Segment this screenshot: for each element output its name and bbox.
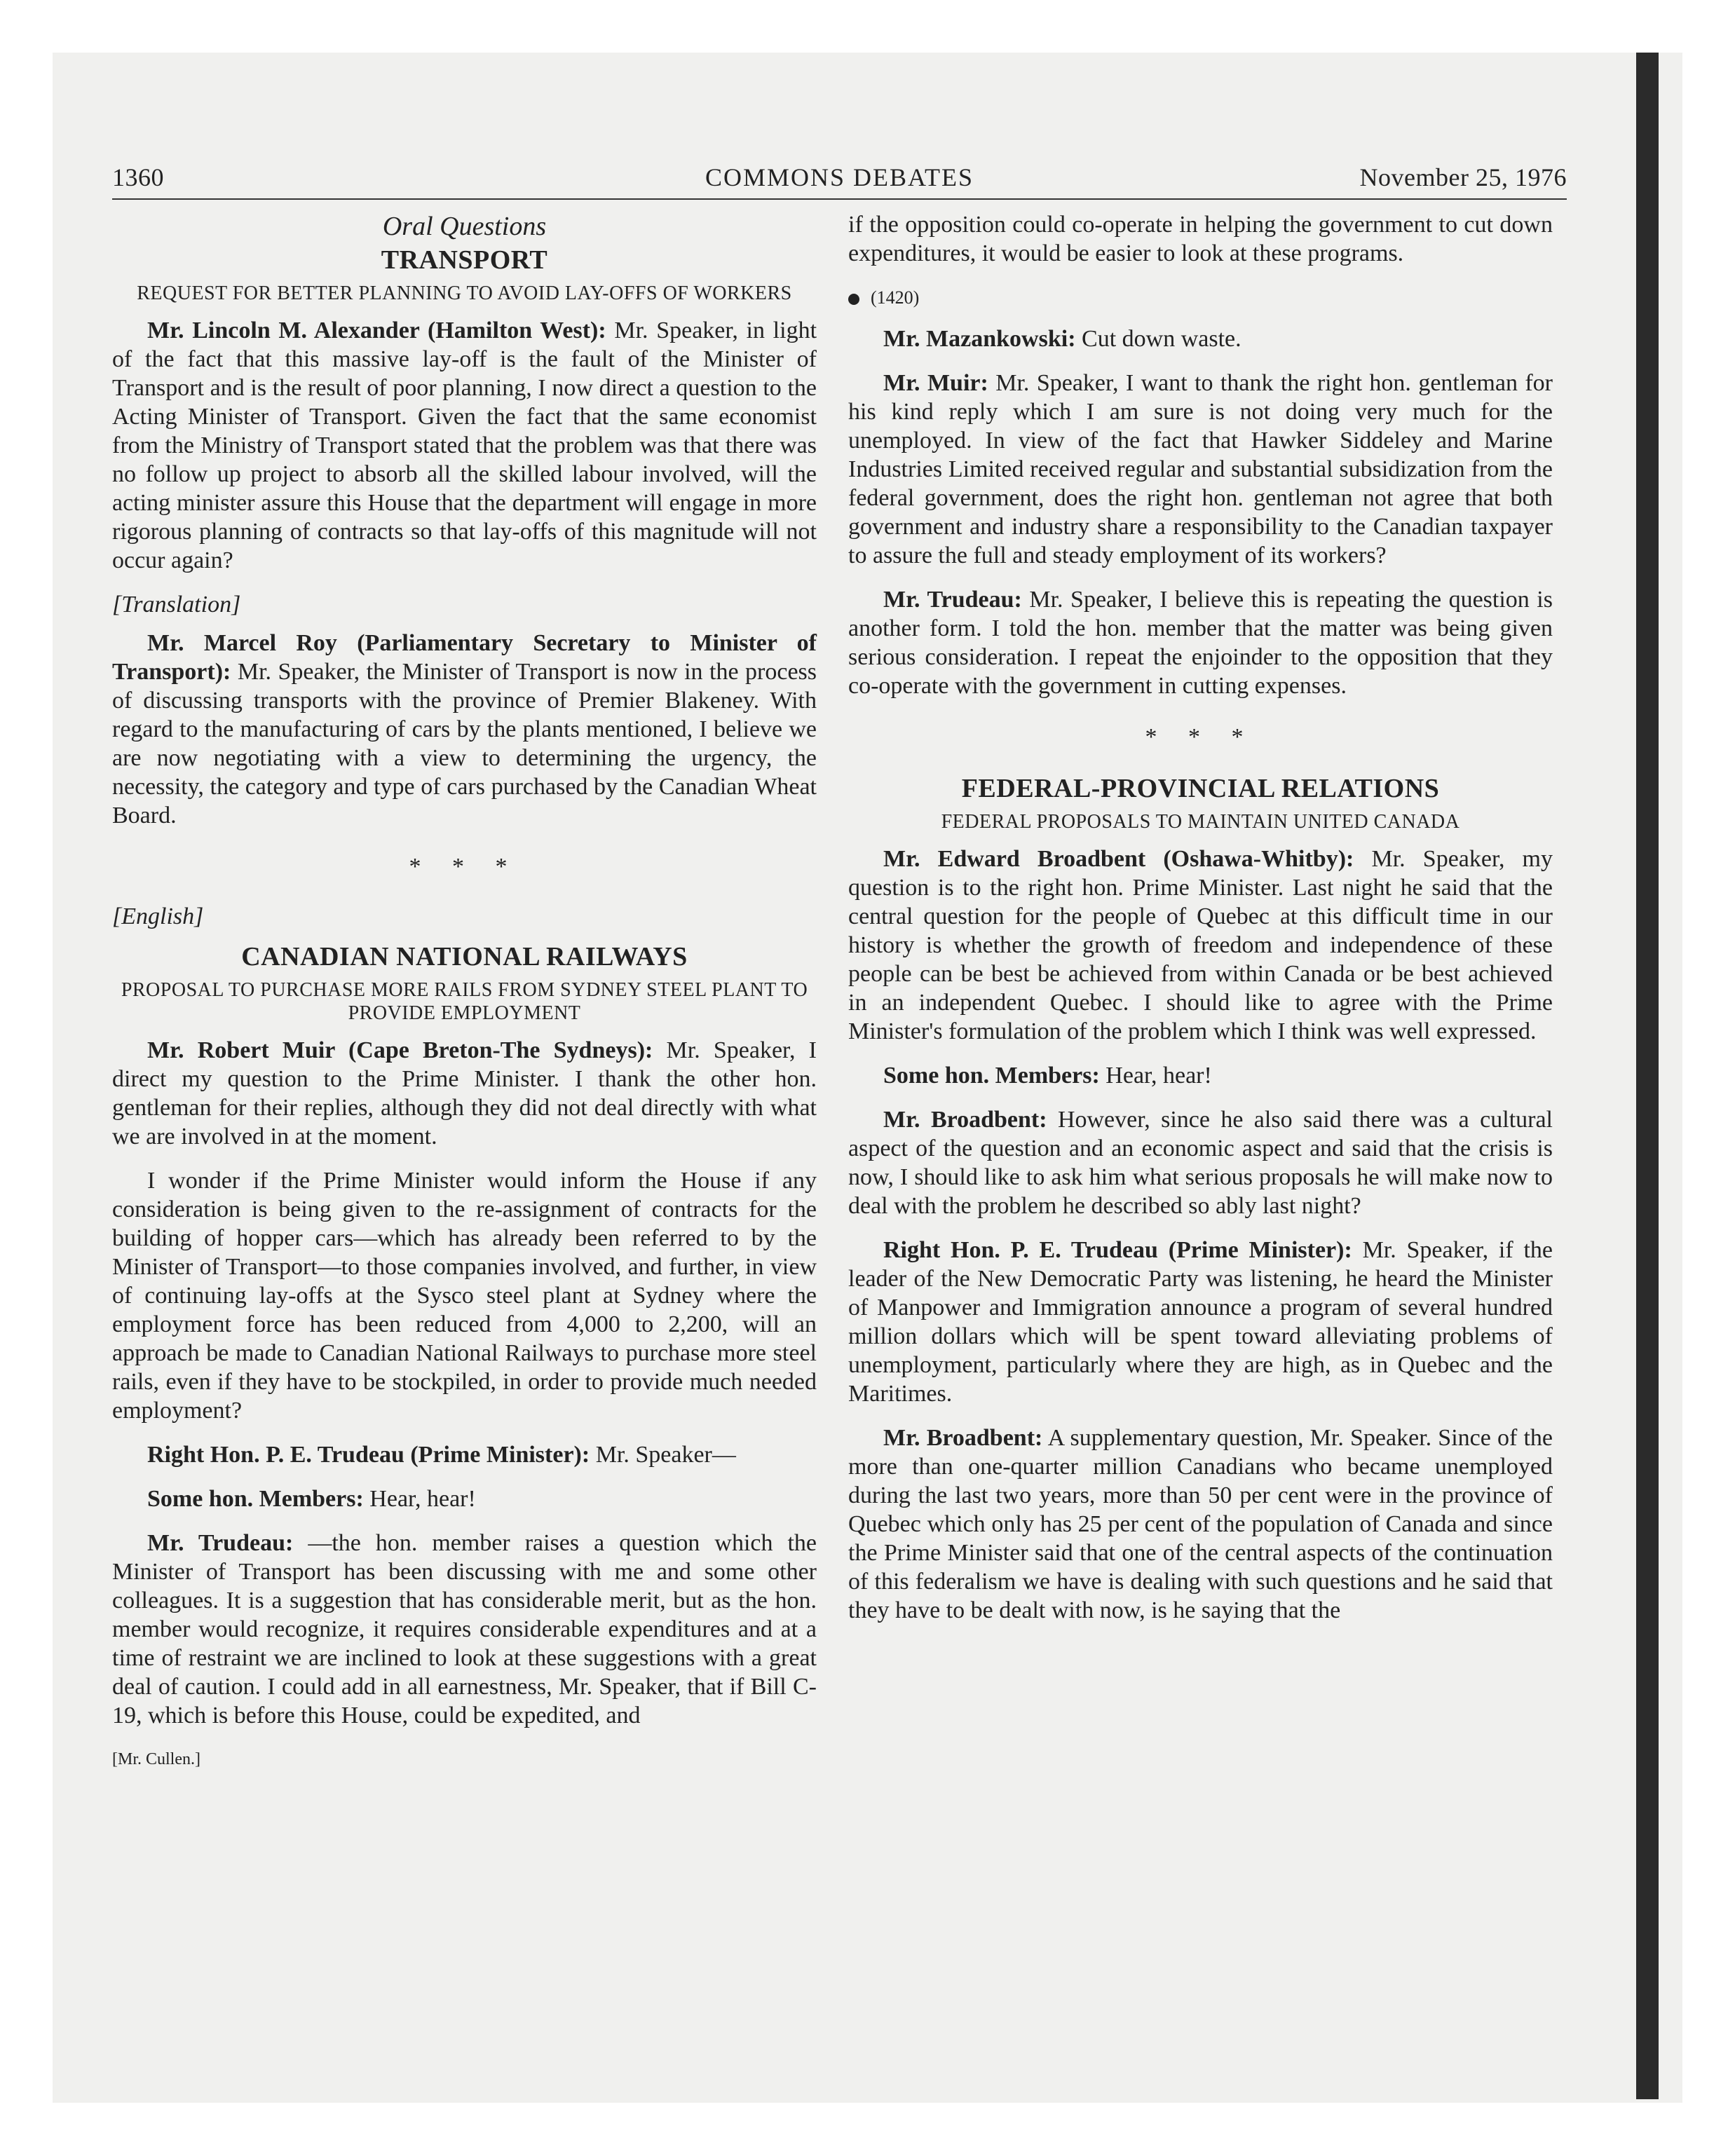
- bullet-icon: [848, 294, 859, 305]
- speaker-name: Mr. Lincoln M. Alexander (Hamilton West):: [147, 318, 606, 343]
- speech-continuation: if the opposition could co-operate in helping the government to cut down expenditures, it would be easier to look at these programs.: [848, 212, 1553, 266]
- speaker-name: Mr. Muir:: [883, 370, 988, 396]
- speech-text: Mr. Speaker, if the leader of the New Democratic Party was listening, he heard the Minister of Manpower and Immigration announce a program of several hundred million dollars which will be spent toward alleviating problems of unemployment, particularly where they are high, as in Quebec and the Maritimes.: [848, 1237, 1553, 1407]
- section-subtitle-federal-provincial: FEDERAL PROPOSALS TO MAINTAIN UNITED CANADA: [941, 811, 1460, 833]
- speech-text: Mr. Speaker, I direct my question to the Prime Minister. I thank the other hon. gentleman for their replies, although they did not deal directly with what we are involved in at the moment.: [112, 1037, 817, 1149]
- speaker-name: Some hon. Members:: [147, 1486, 364, 1512]
- scan-edge-shadow: [1636, 53, 1659, 2099]
- speaker-name: Mr. Broadbent:: [883, 1425, 1043, 1451]
- english-marker: [English]: [112, 903, 204, 929]
- speech-muir-continued: I wonder if the Prime Minister would inform the House if any consideration is being given to the re-assignment of contracts for the building of hopper cars—which has already been referred to by the Minister of Transport—to those companies involved, and further, in view of continuing lay-offs at the Sysco steel plant at Sydney where the employment force has been reduced from 4,000 to 2,200, will an approach be made to Canadian National Railways to purchase more steel rails, even if they have to be stockpiled, in order to provide much needed employment?: [112, 1168, 817, 1424]
- speech-text: —the hon. member raises a question which the Minister of Transport has been discussing with me and some other colleagues. It is a suggestion that has considerable merit, but as the hon. member would recognize, it requires considerable expenditures and at a time of restraint we are inclined to look at these suggestions with a great deal of caution. I could add in all earnestness, Mr. Speaker, that if Bill C-19, which is before this House, could be expedited, and: [112, 1530, 817, 1728]
- speech-mazankowski: [848, 325, 1553, 353]
- translation-marker: [Translation]: [112, 592, 241, 618]
- speech-text: A supplementary question, Mr. Speaker. Since of the more than one-quarter million Canadians who became unemployed during the last two years, more than 50 per cent were in the province of Quebec which only has 25 per cent of the population of Canada and since the Prime Minister said that one of the central aspects of the continuation of this federalism we have is dealing with such questions and he said that they have to be dealt with now, is he saying that the: [848, 1425, 1553, 1623]
- speech-trudeau: [112, 1440, 817, 1469]
- left-column: [112, 210, 817, 1774]
- speech-muir: [112, 1036, 817, 1151]
- right-column: [848, 210, 1553, 1640]
- speech-text: Hear, hear!: [369, 1486, 476, 1512]
- speaker-name: Some hon. Members:: [883, 1063, 1100, 1089]
- speech-text: Mr. Speaker, I want to thank the right hon. gentleman for his kind reply which I am sure is not doing very much for the unemployed. In view of the fact that Hawker Siddeley and Marine Industries Limited received regular and substantial subsidization from the federal government, does the right hon. gentleman not agree that both government and industry share a responsibility to the Canadian taxpayer to assure the full and steady employment of its workers?: [848, 370, 1553, 568]
- speech-members: [848, 1061, 1553, 1090]
- speech-roy: [112, 629, 817, 830]
- speech-alexander: [112, 316, 817, 575]
- time-marker-text: (1420): [871, 287, 920, 308]
- speaker-name: Mr. Mazankowski:: [883, 326, 1076, 352]
- speech-text: Cut down waste.: [1082, 326, 1241, 352]
- speaker-name: Mr. Trudeau:: [883, 587, 1022, 613]
- speech-text: Hear, hear!: [1105, 1063, 1212, 1089]
- page-footer-note: [Mr. Cullen.]: [112, 1750, 200, 1768]
- speech-broadbent: [848, 845, 1553, 1046]
- section-title-federal-provincial: FEDERAL-PROVINCIAL RELATIONS: [961, 774, 1440, 803]
- speech-members: [112, 1485, 817, 1513]
- section-separator: * * *: [409, 854, 520, 880]
- speaker-name: Right Hon. P. E. Trudeau (Prime Minister):: [147, 1442, 590, 1468]
- speaker-name: Right Hon. P. E. Trudeau (Prime Minister):: [883, 1237, 1352, 1263]
- speech-trudeau-answer: [848, 585, 1553, 700]
- speech-text: Mr. Speaker, I believe this is repeating the question is another form. I told the hon. member that the matter was being given serious consideration. I repeat the enjoinder to the opposition that they co-operate with the government in cutting expenses.: [848, 587, 1553, 699]
- page-number: 1360: [112, 163, 164, 191]
- header-rule: [112, 198, 1567, 200]
- section-separator: * * *: [1145, 724, 1256, 750]
- section-title-cnr: CANADIAN NATIONAL RAILWAYS: [241, 942, 688, 971]
- publication-title: COMMONS DEBATES: [705, 163, 974, 191]
- time-marker: [848, 283, 1553, 312]
- rubric-oral-questions: Oral Questions: [382, 212, 547, 241]
- speech-broadbent-followup: [848, 1105, 1553, 1220]
- section-subtitle-cnr: PROPOSAL TO PURCHASE MORE RAILS FROM SYDNEY STEEL PLANT TO PROVIDE EMPLOYMENT: [121, 979, 808, 1024]
- section-title-transport: TRANSPORT: [381, 245, 548, 275]
- speaker-name: Mr. Edward Broadbent (Oshawa-Whitby):: [883, 846, 1354, 872]
- speech-muir-supplementary: [848, 369, 1553, 570]
- speaker-name: Mr. Trudeau:: [147, 1530, 294, 1556]
- speaker-name: Mr. Marcel Roy (Parliamentary Secretary to Minister of Transport):: [112, 630, 817, 685]
- speech-trudeau-pm: [848, 1236, 1553, 1408]
- speech-trudeau-reply: [112, 1529, 817, 1730]
- speech-text: Mr. Speaker—: [595, 1442, 736, 1468]
- page-header: [112, 163, 1567, 202]
- speech-text: Mr. Speaker, the Minister of Transport is now in the process of discussing transports with the province of Premier Blakeney. With regard to the manufacturing of cars by the plants mentioned, I believe we are now negotiating with a view to determining the urgency, the necessity, the category and type of cars purchased by the Canadian Wheat Board.: [112, 659, 817, 828]
- speech-text: Mr. Speaker, in light of the fact that this massive lay-off is the fault of the Minister of Transport and is the result of poor planning, I now direct a question to the Acting Minister of Transport. Given the fact that the same economist from the Ministry of Transport stated that the problem was that there was no follow up project to absorb all the skilled labour involved, will the acting minister assure this House that the department will engage in more rigorous planning of contracts so that lay-offs of this magnitude will not occur again?: [112, 318, 817, 573]
- speech-text: Mr. Speaker, my question is to the right hon. Prime Minister. Last night he said that the central question for the people of Quebec at this difficult time in our history is whether the growth of freedom and independence of these people can be best be achieved from within Canada or be best achieved in an independent Quebec. I should like to agree with the Prime Minister's formulation of the problem which I think was well expressed.: [848, 846, 1553, 1044]
- speech-broadbent-supplementary: [848, 1424, 1553, 1625]
- publication-date: November 25, 1976: [1359, 163, 1567, 191]
- speaker-name: Mr. Broadbent:: [883, 1107, 1047, 1133]
- speech-text: However, since he also said there was a cultural aspect of the question and an economic aspect and said that the crisis is now, I should like to ask him what serious proposals he will make now to deal with the problem he described so ably last night?: [848, 1107, 1553, 1219]
- speaker-name: Mr. Robert Muir (Cape Breton-The Sydneys):: [147, 1037, 653, 1063]
- section-subtitle-transport: REQUEST FOR BETTER PLANNING TO AVOID LAY-OFFS OF WORKERS: [137, 282, 792, 304]
